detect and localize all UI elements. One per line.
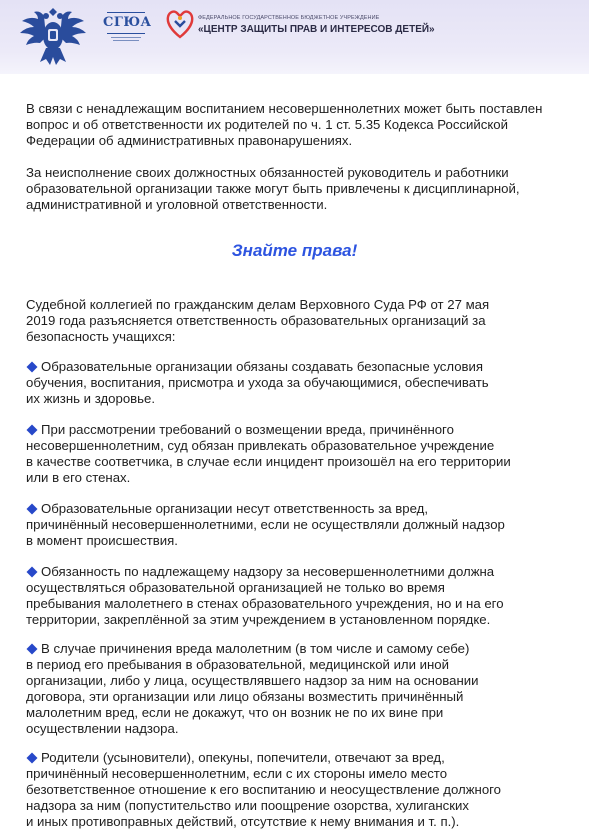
center-logo-icon: [166, 9, 194, 39]
intro-paragraph-2: За неисполнение своих должностных обязанностей руководитель и работники образовательной организации также могут быть привлечены к дисциплинарной, административной и уголовной ответственности.: [26, 165, 520, 213]
bullet-item-1: Образовательные организации обязаны создавать безопасные условия обучения, воспитания, присмотра и ухода за обучающимися, обеспечивать их жизнь и здоровье.: [26, 359, 489, 407]
bullet-item-6: Родители (усыновители), опекуны, попечители, отвечают за вред, причинённый несовершеннолетним, если с их стороны имело место безответственное отношение к его воспитанию и неосуществление должного надзора за ним (попустительство или поощрение озорства, хулиганских и иных противоправных действий, отсутствие к нему внимания и т. п.).: [26, 750, 502, 830]
org-subtitle: ФЕДЕРАЛЬНОЕ ГОСУДАРСТВЕННОЕ БЮДЖЕТНОЕ УЧРЕЖДЕНИЕ: [198, 15, 380, 21]
header-banner: [0, 0, 589, 74]
know-rights-headline: Знайте права!: [231, 241, 358, 260]
bullet-item-5: В случае причинения вреда малолетним (в том числе и самому себе) в период его пребывания в образовательной, медицинской или иной организации, либо у лица, осуществлявшего надзор за ним на основании договора, эти организации или лицо обязаны возместить причинённый малолетним вред, если не докажут, что он возник не по их вине при осуществлении надзора.: [26, 641, 479, 737]
bullet-item-3: Образовательные организации несут ответственность за вред, причинённый несовершеннолетними, если не осуществляли должный надзор в момент происшествия.: [26, 501, 505, 549]
bullet-item-2: При рассмотрении требований о возмещении вреда, причинённого несовершеннолетним, суд обязан привлекать образовательное учреждение в качестве соответчика, в случае если инцидент произошёл на его территории или в его стенах.: [26, 422, 511, 486]
intro-paragraph-1: В связи с ненадлежащим воспитанием несовершеннолетних может быть поставлен вопрос и об ответственности их родителей по ч. 1 ст. 5.35 Кодекса Российской Федерации об административных правонарушениях.: [26, 101, 543, 149]
sgua-logo: [103, 8, 152, 48]
eagle-emblem-icon: [16, 2, 90, 68]
sgua-logo-text: СГЮА: [103, 15, 152, 30]
org-name: «ЦЕНТР ЗАЩИТЫ ПРАВ И ИНТЕРЕСОВ ДЕТЕЙ»: [198, 24, 435, 35]
bullet-item-4: Обязанность по надлежащему надзору за несовершеннолетними должна осуществляться образовательной организацией не только во время пребывания малолетнего в стенах образовательного учреждения, но и на его территории, закреплённой за этим учреждением в установленном порядке.: [26, 564, 504, 628]
lead-paragraph: Судебной коллегией по гражданским делам Верховного Суда РФ от 27 мая 2019 года разъясняется ответственность образовательных организаций за безопасность учащихся:: [26, 297, 490, 345]
